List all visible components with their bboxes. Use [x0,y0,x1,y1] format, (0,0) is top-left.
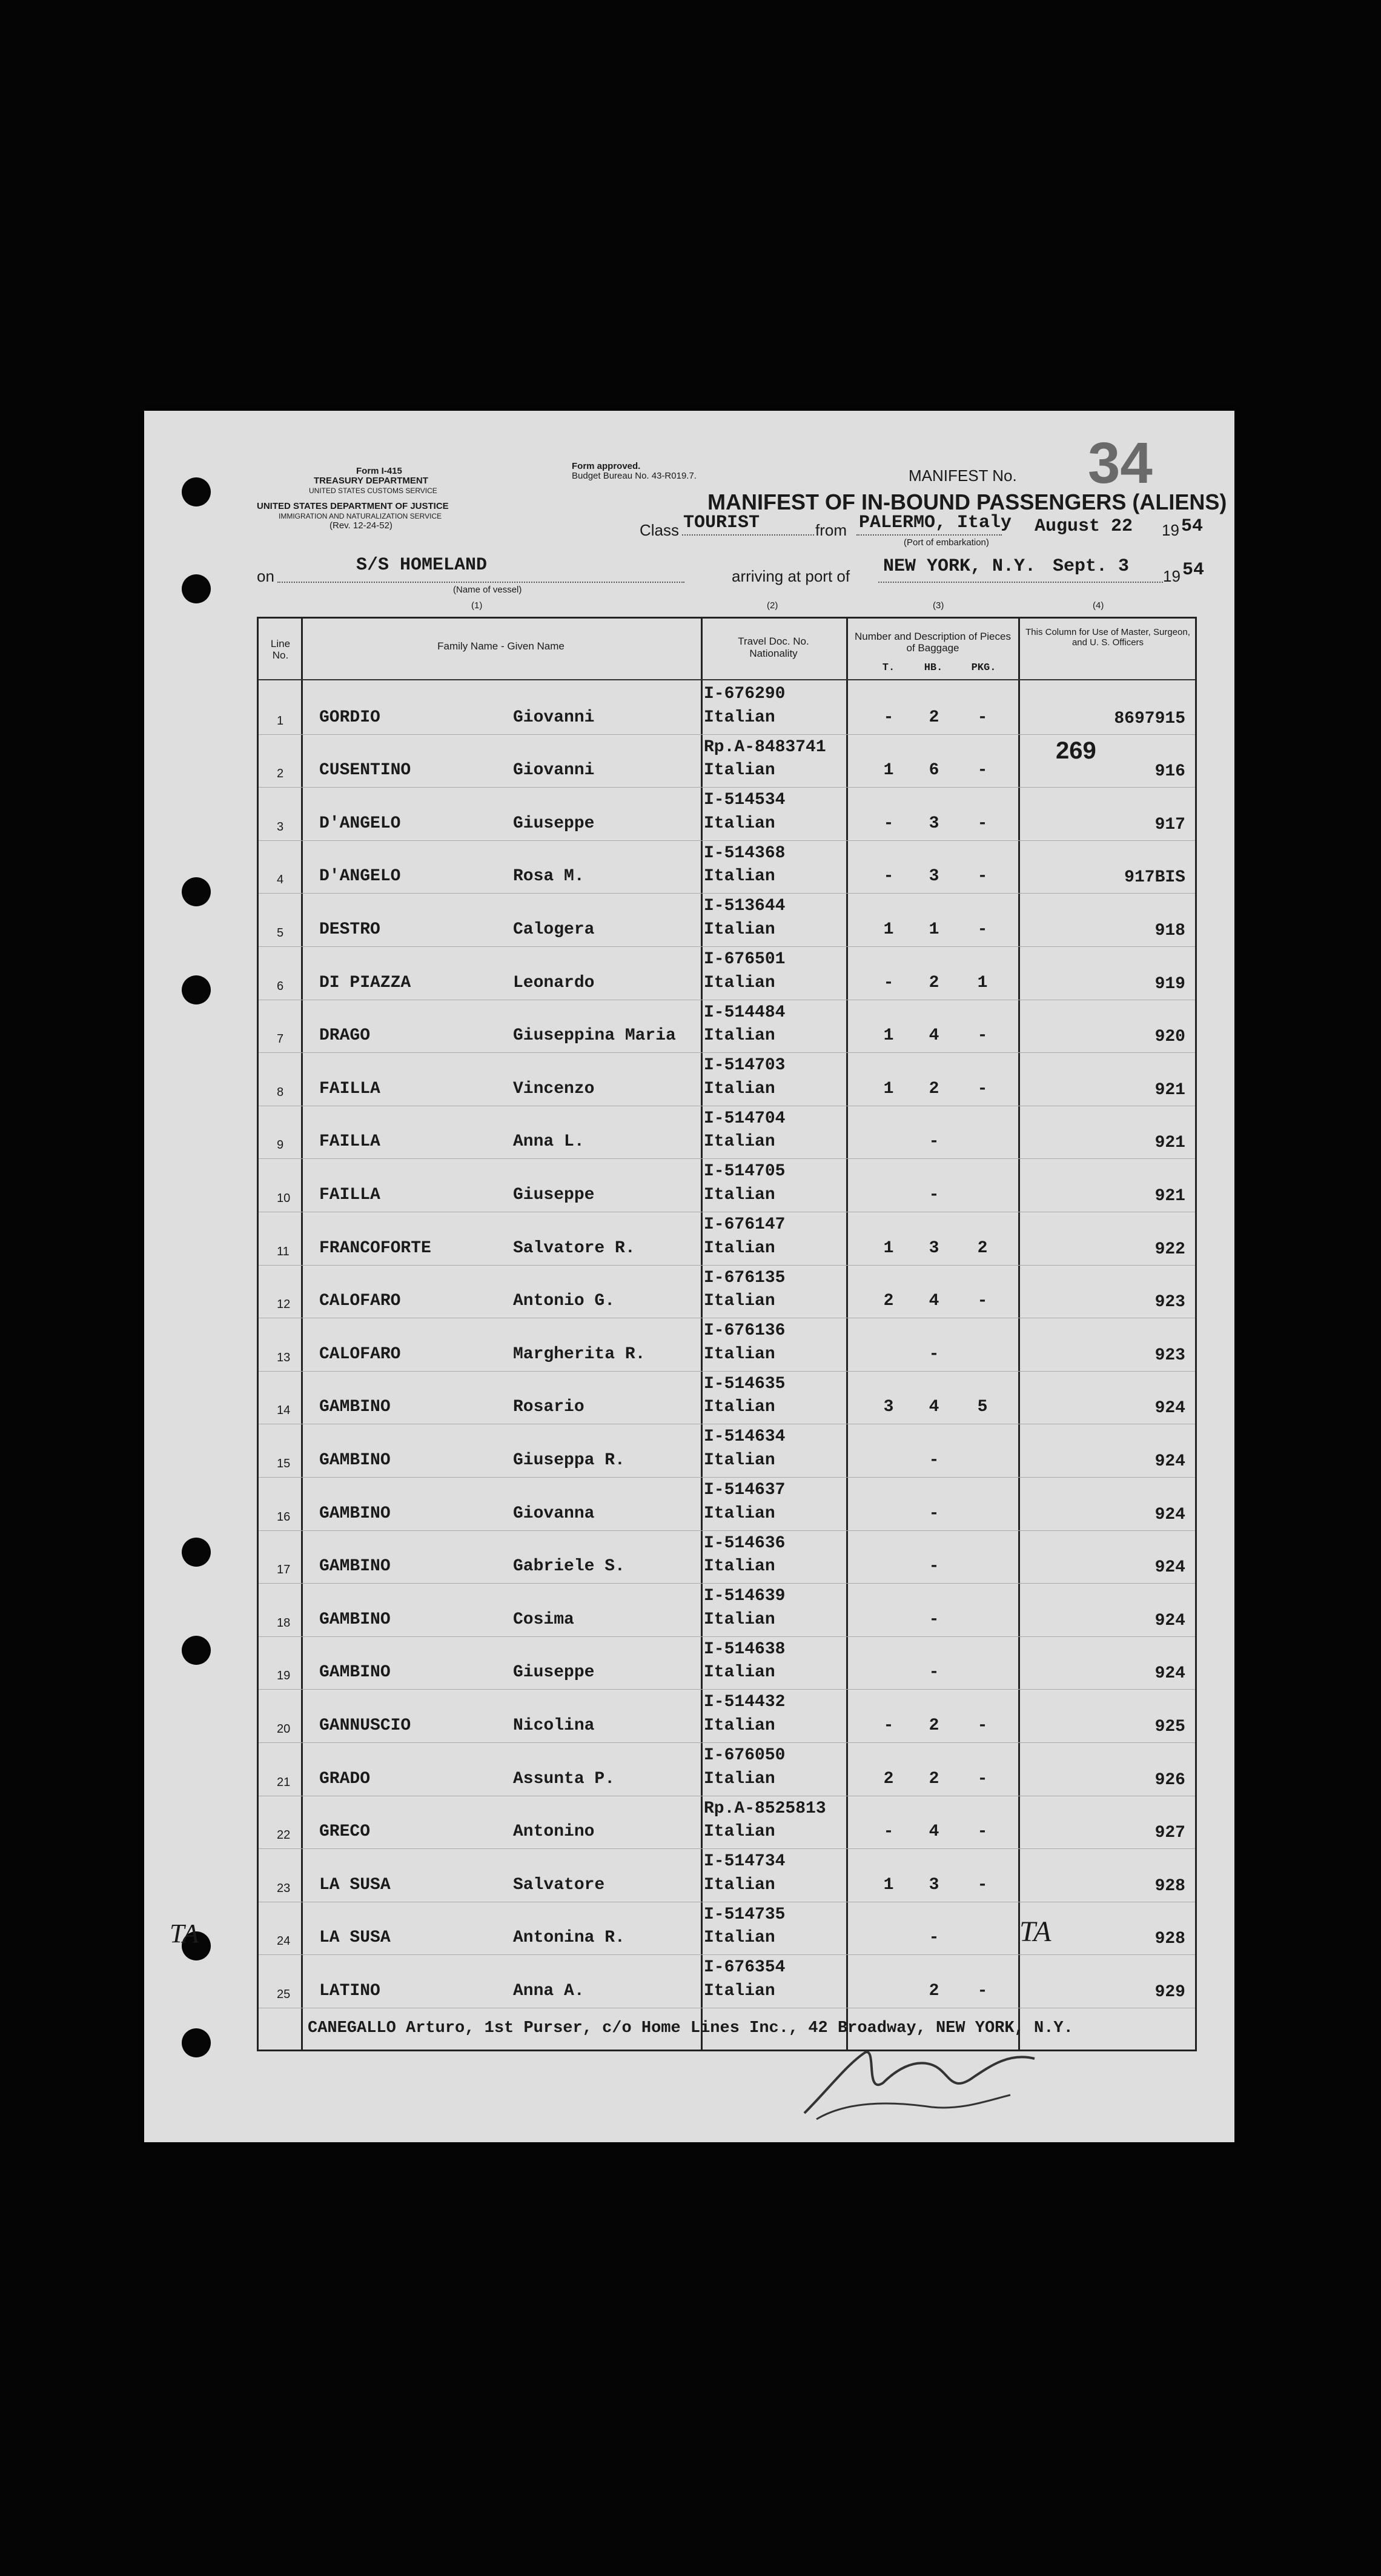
row-baggage-t: 1 [883,920,894,939]
row-baggage-hb: 4 [929,1292,939,1311]
row-line-number: 17 [277,1563,291,1577]
row-nationality: Italian [704,1344,775,1364]
annotation-ta: TA [1019,1916,1051,1948]
row-officer-number: 8697915 [1114,709,1185,728]
row-baggage-pkg: - [977,920,988,939]
row-given-name: Leonardo [513,973,595,992]
binder-hole [182,574,211,603]
row-officer-number: 916 [1154,762,1185,782]
table-row [259,1318,1195,1372]
table-row [259,840,1195,894]
form-approved: Form approved. [572,461,641,471]
row-baggage-hb: 4 [929,1026,939,1046]
table-row [259,1000,1195,1054]
header-travel-doc: Travel Doc. No. [738,636,809,647]
row-family-name: GAMBINO [319,1450,391,1470]
budget-bureau: Budget Bureau No. 43-R019.7. [572,471,697,481]
table-row [259,1265,1195,1319]
row-officer-number: 924 [1154,1558,1185,1578]
row-travel-doc: Rp.A-8525813 [704,1799,826,1818]
row-baggage-hb: 3 [929,814,939,833]
header-name: Family Name - Given Name [437,640,565,652]
arrival-date: Sept. 3 [1053,556,1130,577]
row-line-number: 10 [277,1191,291,1205]
row-baggage-pkg: - [977,1716,988,1735]
row-given-name: Giuseppe [513,1663,595,1682]
row-family-name: D'ANGELO [319,814,401,833]
row-line-number: 8 [277,1085,284,1099]
row-nationality: Italian [704,1450,775,1470]
treasury-department: TREASURY DEPARTMENT [314,476,428,486]
row-nationality: Italian [704,761,775,780]
table-row [259,946,1195,1000]
row-travel-doc: I-514484 [704,1003,786,1022]
row-given-name: Vincenzo [513,1079,595,1098]
row-baggage-hb: 2 [929,1079,939,1098]
row-given-name: Calogera [513,920,595,939]
depart-year: 54 [1181,516,1204,537]
arrival-port: NEW YORK, N.Y. [883,556,1036,577]
row-travel-doc: I-676290 [704,685,786,703]
row-officer-number: 926 [1154,1770,1185,1790]
row-travel-doc: I-514635 [704,1374,786,1393]
row-officer-number: 925 [1154,1717,1185,1736]
row-line-number: 4 [277,873,284,887]
row-baggage-pkg: - [977,1981,988,2000]
vessel-underline [277,582,684,583]
binder-hole [182,1538,211,1567]
row-line-number: 12 [277,1298,291,1312]
row-line-number: 3 [277,820,284,834]
row-family-name: GRECO [319,1822,371,1842]
row-family-name: LA SUSA [319,1875,391,1894]
col-num-2: (2) [767,600,778,611]
row-baggage-pkg: - [977,1026,988,1046]
row-baggage-t: 2 [883,1769,894,1788]
row-baggage-t: 2 [883,1292,894,1311]
row-given-name: Giovanni [513,708,595,727]
row-baggage-hb: 2 [929,708,939,727]
row-nationality: Italian [704,1185,775,1204]
row-family-name: GORDIO [319,708,380,727]
class-underline [682,534,814,536]
row-officer-number: 927 [1154,1824,1185,1843]
row-line-number: 19 [277,1669,291,1683]
table-row [259,1583,1195,1637]
row-baggage-pkg: - [977,1079,988,1098]
row-baggage-pkg: - [977,761,988,780]
header-bag-t: T. [882,662,895,674]
table-row [259,893,1195,947]
row-family-name: CALOFARO [319,1292,401,1311]
row-line-number: 24 [277,1934,291,1948]
row-officer-number: 928 [1154,1876,1185,1896]
manifest-page [144,411,1234,2142]
row-baggage-pkg: - [977,1769,988,1788]
row-officer-number: 929 [1154,1982,1185,2002]
row-officer-number: 924 [1154,1399,1185,1418]
table-row [259,1158,1195,1212]
row-baggage-hb: 4 [929,1398,939,1417]
row-family-name: LATINO [319,1981,380,2000]
row-nationality: Italian [704,973,775,992]
customs-service: UNITED STATES CUSTOMS SERVICE [309,486,437,495]
row-family-name: FAILLA [319,1185,380,1204]
row-baggage-t: 3 [883,1398,894,1417]
row-line-number: 15 [277,1456,291,1470]
on-label: on [257,567,274,585]
row-nationality: Italian [704,708,775,727]
row-baggage-t: 1 [883,1079,894,1098]
row-given-name: Assunta P. [513,1769,615,1788]
row-family-name: D'ANGELO [319,867,401,886]
row-officer-number: 917BIS [1124,868,1185,888]
row-travel-doc: I-676354 [704,1958,786,1977]
row-family-name: FRANCOFORTE [319,1238,431,1258]
row-nationality: Italian [704,1557,775,1576]
row-baggage-t: - [883,867,894,886]
row-baggage-pkg: - [977,708,988,727]
row-baggage-t: - [883,1716,894,1735]
row-travel-doc: I-514705 [704,1162,786,1181]
table-row [259,734,1195,788]
row-travel-doc: I-514638 [704,1639,786,1659]
table-row [259,1636,1195,1690]
row-travel-doc: I-514734 [704,1852,786,1871]
row-given-name: Rosario [513,1398,585,1417]
table-row [259,1052,1195,1106]
row-line-number: 6 [277,979,284,993]
passenger-table [257,617,1197,2051]
table-row [259,787,1195,841]
manifest-number: 34 [1088,431,1153,496]
row-officer-number: 924 [1154,1505,1185,1524]
binder-hole [182,2028,211,2057]
binder-hole [182,975,211,1004]
header-baggage: Number and Description of Pieces of Baggage [855,631,1011,654]
row-officer-number: 923 [1154,1346,1185,1365]
depart-year-prefix: 19 [1162,521,1179,539]
row-travel-doc: I-514637 [704,1481,786,1499]
row-nationality: Italian [704,1769,775,1788]
header-divider [259,679,1195,680]
header-line-no: Line No. [270,638,291,661]
row-line-number: 14 [277,1404,291,1418]
row-baggage-t: - [883,814,894,833]
row-family-name: GANNUSCIO [319,1716,411,1735]
embark-port: PALERMO, Italy [859,513,1012,533]
row-officer-number: 923 [1154,1293,1185,1312]
row-officer-number: 921 [1154,1134,1185,1153]
row-travel-doc: I-676050 [704,1746,786,1765]
row-given-name: Giuseppina Maria [513,1026,676,1046]
row-family-name: DRAGO [319,1026,371,1046]
ins-service: IMMIGRATION AND NATURALIZATION SERVICE [279,512,442,520]
row-baggage-pkg: - [977,1875,988,1894]
row-given-name: Antonina R. [513,1928,625,1948]
annotation-269: 269 [1056,737,1096,764]
row-nationality: Italian [704,867,775,886]
row-nationality: Italian [704,1132,775,1152]
arriving-label: arriving at port of [732,567,850,585]
vessel-note: (Name of vessel) [453,585,522,595]
row-line-number: 9 [277,1138,284,1152]
row-baggage-t: 1 [883,1238,894,1258]
row-given-name: Giuseppa R. [513,1450,625,1470]
row-given-name: Salvatore R. [513,1238,635,1258]
from-underline [856,534,1002,536]
row-given-name: Nicolina [513,1716,595,1735]
col-num-3: (3) [933,600,944,611]
header-bag-hb: HB. [924,662,943,674]
row-family-name: DI PIAZZA [319,973,411,992]
row-officer-number: 918 [1154,921,1185,940]
row-baggage-t: 1 [883,1026,894,1046]
row-family-name: CUSENTINO [319,761,411,780]
table-row [259,1106,1195,1160]
header-bag-pkg: PKG. [971,662,996,674]
row-travel-doc: I-514735 [704,1905,786,1924]
row-travel-doc: I-676501 [704,950,786,969]
col-num-4: (4) [1093,600,1104,611]
row-baggage-t: 1 [883,761,894,780]
row-line-number: 7 [277,1032,284,1046]
row-line-number: 22 [277,1828,291,1842]
table-row [259,1796,1195,1850]
row-baggage-hb: 2 [929,1981,939,2000]
row-officer-number: 921 [1154,1080,1185,1100]
row-baggage-hb: - [929,1344,939,1364]
row-baggage-pkg: - [977,814,988,833]
purser-line: CANEGALLO Arturo, 1st Purser, c/o Home Lines Inc., 42 Broadway, NEW YORK, N.Y. [308,2019,1073,2037]
row-nationality: Italian [704,1716,775,1735]
row-nationality: Italian [704,814,775,833]
row-given-name: Antonino [513,1822,595,1842]
row-family-name: CALOFARO [319,1344,401,1364]
row-travel-doc: I-676136 [704,1321,786,1341]
row-given-name: Anna L. [513,1132,585,1152]
row-travel-doc: I-514639 [704,1587,786,1606]
row-nationality: Italian [704,1822,775,1842]
row-nationality: Italian [704,1504,775,1523]
row-given-name: Gabriele S. [513,1557,625,1576]
arrival-year-prefix: 19 [1163,567,1181,585]
table-row [259,681,1195,735]
row-baggage-pkg: 5 [977,1398,988,1417]
row-travel-doc: I-514704 [704,1109,786,1128]
row-officer-number: 924 [1154,1452,1185,1471]
row-line-number: 18 [277,1616,291,1630]
form-number: Form I-415 [356,466,402,476]
table-row [259,1477,1195,1531]
row-line-number: 11 [277,1244,290,1258]
row-family-name: GAMBINO [319,1398,391,1417]
row-baggage-hb: - [929,1504,939,1523]
row-given-name: Giovanni [513,761,595,780]
row-baggage-hb: - [929,1132,939,1152]
row-travel-doc: I-514636 [704,1533,786,1553]
row-line-number: 1 [277,714,284,728]
row-officer-number: 921 [1154,1186,1185,1206]
row-given-name: Rosa M. [513,867,585,886]
row-baggage-hb: 6 [929,761,939,780]
row-baggage-pkg: - [977,867,988,886]
row-line-number: 23 [277,1881,291,1895]
row-baggage-hb: 1 [929,920,939,939]
row-given-name: Margherita R. [513,1344,646,1364]
binder-hole [182,1636,211,1665]
arrival-underline [878,582,1163,583]
row-baggage-pkg: - [977,1292,988,1311]
row-line-number: 21 [277,1775,291,1789]
row-travel-doc: I-514634 [704,1427,786,1447]
row-travel-doc: I-514368 [704,843,786,863]
row-nationality: Italian [704,1026,775,1046]
officer-signature [792,2028,1047,2125]
row-family-name: FAILLA [319,1132,380,1152]
binder-hole [182,877,211,906]
row-nationality: Italian [704,920,775,939]
row-given-name: Giovanna [513,1504,595,1523]
embark-note: (Port of embarkation) [904,537,989,548]
manifest-title: MANIFEST OF IN-BOUND PASSENGERS (ALIENS) [707,490,1227,514]
row-travel-doc: I-676135 [704,1268,786,1287]
row-nationality: Italian [704,1292,775,1311]
row-family-name: LA SUSA [319,1928,391,1948]
row-family-name: GAMBINO [319,1610,391,1629]
row-baggage-hb: 2 [929,973,939,992]
row-nationality: Italian [704,1238,775,1258]
row-officer-number: 917 [1154,815,1185,834]
margin-annotation-ta: TA [170,1919,199,1948]
row-line-number: 13 [277,1350,291,1364]
row-baggage-hb: - [929,1450,939,1470]
row-baggage-hb: 4 [929,1822,939,1842]
row-baggage-hb: 3 [929,1238,939,1258]
binder-hole [182,477,211,506]
row-officer-number: 924 [1154,1664,1185,1684]
row-family-name: DESTRO [319,920,380,939]
row-given-name: Giuseppe [513,1185,595,1204]
row-nationality: Italian [704,1981,775,2000]
row-baggage-hb: - [929,1663,939,1682]
row-nationality: Italian [704,1079,775,1098]
row-family-name: FAILLA [319,1079,380,1098]
row-travel-doc: I-676147 [704,1215,786,1234]
table-row [259,1424,1195,1478]
table-row [259,1902,1195,1956]
vessel-name: S/S HOMELAND [356,555,488,576]
header-nationality: Nationality [749,648,798,659]
row-baggage-hb: 3 [929,1875,939,1894]
row-family-name: GAMBINO [319,1504,391,1523]
row-family-name: GRADO [319,1769,371,1788]
table-row [259,1954,1195,2008]
table-row [259,1689,1195,1743]
arrival-year: 54 [1182,560,1205,580]
row-baggage-t: - [883,973,894,992]
row-baggage-t: - [883,708,894,727]
row-given-name: Giuseppe [513,814,595,833]
row-family-name: GAMBINO [319,1663,391,1682]
col-num-1: (1) [471,600,483,611]
row-travel-doc: Rp.A-8483741 [704,737,826,757]
row-line-number: 20 [277,1722,291,1736]
form-revision: (Rev. 12-24-52) [330,520,392,531]
row-given-name: Salvatore [513,1875,605,1894]
justice-department: UNITED STATES DEPARTMENT OF JUSTICE [257,501,449,511]
row-officer-number: 922 [1154,1240,1185,1259]
row-baggage-hb: 2 [929,1716,939,1735]
row-baggage-hb: 3 [929,867,939,886]
row-baggage-hb: - [929,1610,939,1629]
manifest-label: MANIFEST No. [909,466,1017,485]
row-baggage-hb: - [929,1185,939,1204]
row-baggage-pkg: 1 [977,973,988,992]
row-nationality: Italian [704,1663,775,1682]
row-baggage-hb: - [929,1557,939,1576]
class-label: Class [640,521,680,539]
row-travel-doc: I-514432 [704,1693,786,1712]
row-given-name: Antonio G. [513,1292,615,1311]
row-nationality: Italian [704,1928,775,1948]
row-line-number: 16 [277,1510,291,1524]
row-family-name: GAMBINO [319,1557,391,1576]
row-baggage-t: - [883,1822,894,1842]
class-value: TOURIST [683,513,760,533]
table-row [259,1848,1195,1902]
row-line-number: 25 [277,1987,291,2001]
table-row [259,1742,1195,1796]
row-line-number: 2 [277,767,284,781]
row-officer-number: 919 [1154,974,1185,994]
row-travel-doc: I-514534 [704,791,786,810]
row-baggage-pkg: 2 [977,1238,988,1258]
row-line-number: 5 [277,926,284,940]
from-label: from [815,521,847,539]
row-nationality: Italian [704,1610,775,1629]
row-officer-number: 920 [1154,1027,1185,1047]
row-officer-number: 924 [1154,1611,1185,1630]
row-nationality: Italian [704,1875,775,1894]
table-row [259,1530,1195,1584]
row-baggage-hb: 2 [929,1769,939,1788]
row-nationality: Italian [704,1398,775,1417]
table-row [259,1212,1195,1266]
depart-date: August 22 [1035,516,1133,537]
row-baggage-hb: - [929,1928,939,1948]
header-officers: This Column for Use of Master, Surgeon, and U. S. Officers [1025,627,1190,648]
row-travel-doc: I-513644 [704,897,786,916]
row-baggage-pkg: - [977,1822,988,1842]
row-given-name: Anna A. [513,1981,585,2000]
row-baggage-t: 1 [883,1875,894,1894]
row-travel-doc: I-514703 [704,1056,786,1075]
table-row [259,1371,1195,1425]
row-officer-number: 928 [1154,1930,1185,1949]
row-given-name: Cosima [513,1610,574,1629]
